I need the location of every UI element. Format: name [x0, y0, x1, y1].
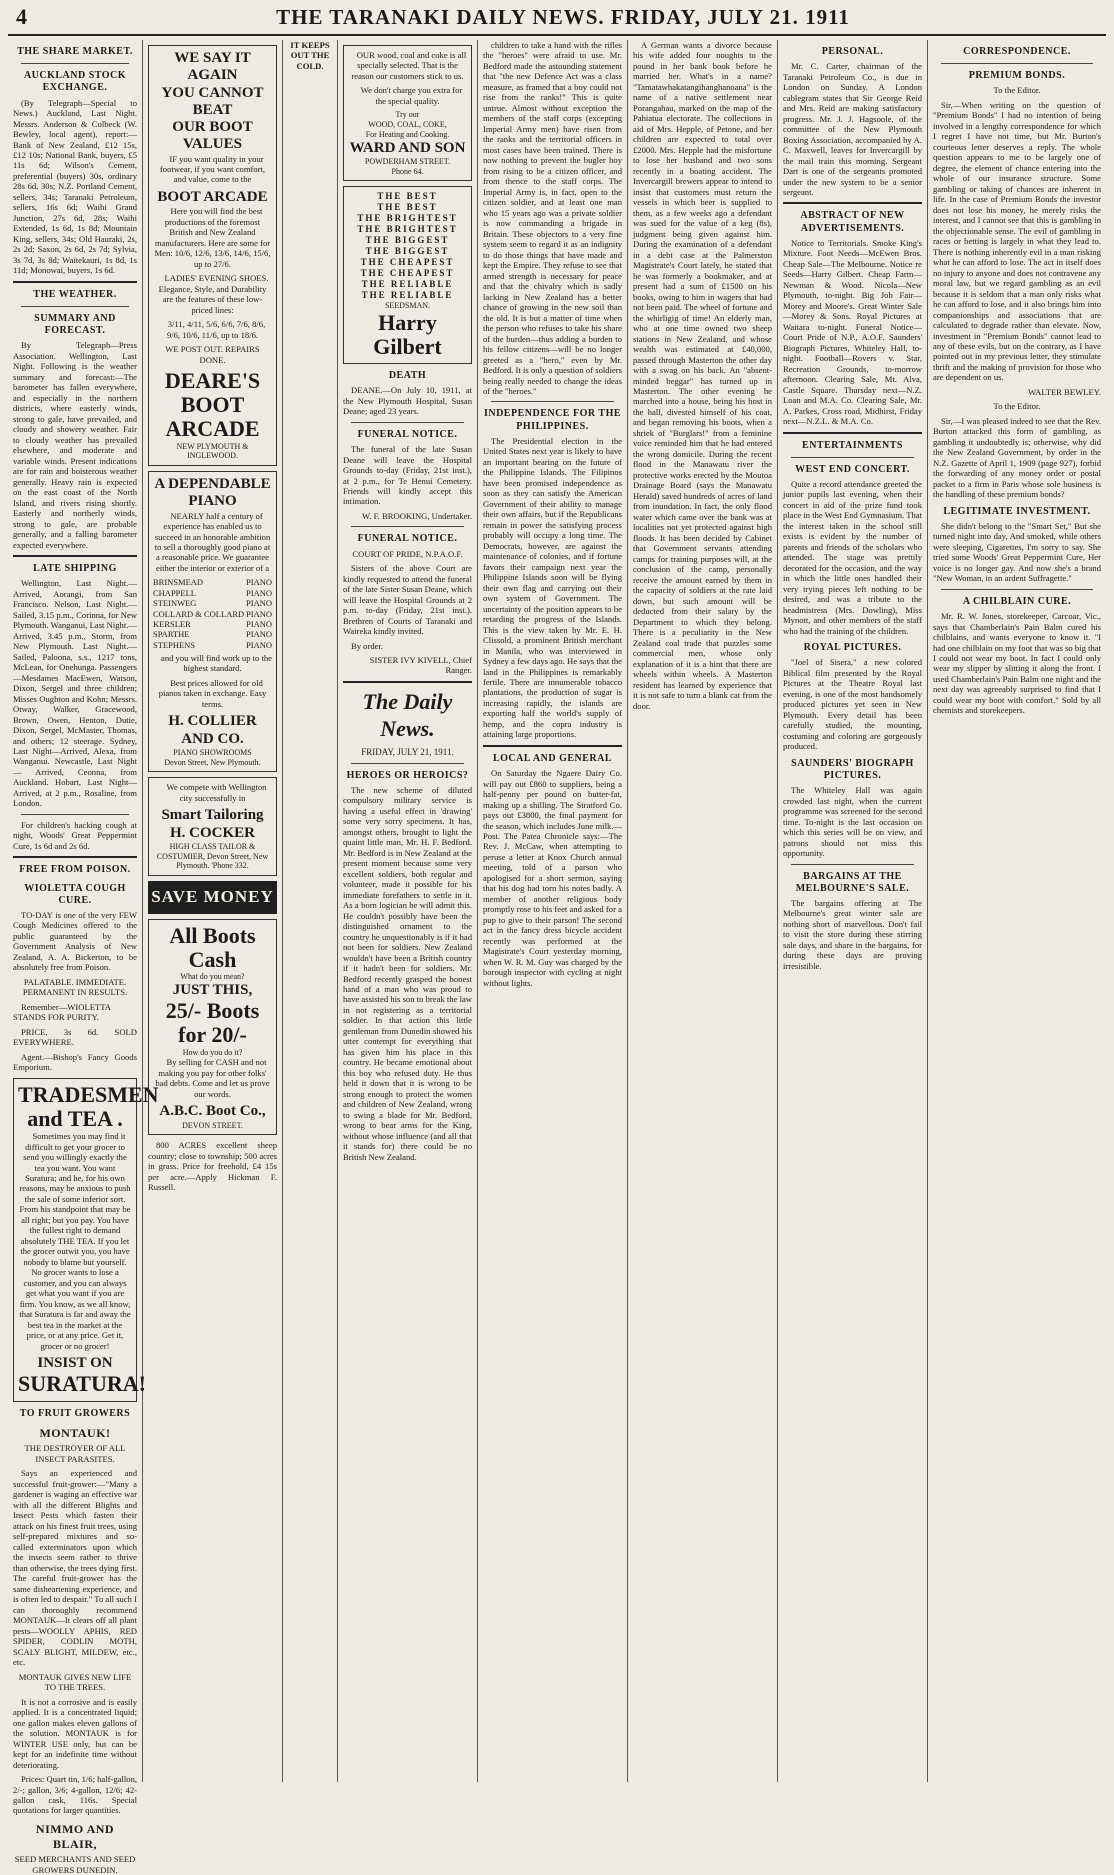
- deares-sub: NEW PLYMOUTH & INGLEWOOD.: [176, 441, 249, 461]
- collier-label: H. COLLIER AND CO.: [168, 713, 257, 747]
- local-continued: A German wants a divorce because his wife added four noughts to the pound in her bank book before he married her. What's in a name? "Tamatawhakatangihanghanoana" is the name of a native settlement near Porangahau, marked on the map of the Pahiatua electorate. The collections in aid of Mrs. Hepple, of Petone, and her children are expected to total over £2000. Mrs. Hepple had the misfortune to lose her husband and two sons recently in a boating accident. The Invercargill brewers appear to intend to insist that customers must return the vessels in which beer is supplied to them, as a few weeks ago a defendant was sued for the value of a keg (8s), judgment being given against him. During the examination of a defendant in a debt case at the Palmerston Magistrate's Court lately, he stated that he was formerly a bookmaker, and at present had a sum of £1500 on his books, owing to him in wagers that had not been paid. The wheel of fortune and the whirligig of time! An elderly man, who at one time owned two sheep stations in New Zealand, and whose wealth was estimated at £40,000, passed through Masterton the other day with a swag on his back. An "absent-minded beggar" has turned up in Masterton. The other evening he marched into a house, being his host in the hall, divested himself of his coat, and began removing his boots, when a shriek of "Burglars!" from a feminine voice reminded him that he had entered the wrong domicile. During the recent flood in the Manawatu river the protective works erected by the Moutoa Drainage Board (says the Manawatu Herald) saved hundreds of acres of land from inundation. In fact, the only flood water which came over the bank was at localities not yet protected against high floods. It has been decided by Cabinet that Government servants attending camps for training purposes will, at the conclusion of the camp, personally receive the amount earned by them in the capacity of soldiers at the rate laid down, but such amount will be deducted from their salary by the Department to which they belong. There is a peculiarity in the New Zealand coal trade that puzzles some commercial men, whose only explanation of it is a hint that there are wheels within wheels. A Masterton resident has learned by experience that it is not safe to turn a blank cat from the door.: [633, 40, 772, 711]
- compete-text: We compete with Wellington city successfully in: [166, 782, 267, 803]
- funeral-heading: FUNERAL NOTICE.: [357, 428, 458, 440]
- weather-subheading: SUMMARY AND FORECAST.: [34, 312, 116, 337]
- to-editor: To the Editor.: [993, 85, 1041, 96]
- funeral2-heading: FUNERAL NOTICE.: [357, 533, 458, 545]
- montauk-text: Says an experienced and successful fruit-grower:—"Many a gardener is waging an effective war with all the different Blights and Insect Pests which fasten their attack on his finest fruit trees, using self-prepared mixtures and so-called exterminators upon which the insects seem rather to thrive than otherwise, the trees dying first. The careful fruit-grower has the same disheartening experience, and is often led to despair." To all such I can thoroughly recommend MONTAUK—It clears off all plant pests—WOOLLY APHIS, RED SPIDER, CODLIN MOTH, SCALY BLIGHT, MILDEW, etc., etc.: [13, 1468, 137, 1668]
- piano-row: SPARTHE PIANO: [153, 629, 272, 640]
- shipping-heading: LATE SHIPPING: [33, 563, 117, 575]
- funeral2-text: Sisters of the above Court are kindly requested to attend the funeral of the late Sister Susan Deane, which will leave the Hospital Grounds at 2 p.m. to-day (Friday, 21st inst.). Brethren of Courts of Taranaki and Waireka kindly invited.: [343, 563, 472, 637]
- piano-find: and you will find work up to the highest standard.: [161, 652, 272, 674]
- saunders-heading: SAUNDERS' BIOGRAPH PICTURES.: [791, 757, 914, 781]
- powderham: POWDERHAM STREET.: [364, 156, 451, 166]
- column-5: [478, 40, 628, 1782]
- montauk-sub: THE DESTROYER OF ALL INSECT PARASITES.: [24, 1443, 126, 1464]
- wood-text: OUR wood, coal and coke is all specially selected. That is the reason our customers stick to us.: [351, 50, 467, 81]
- seedsman: SEEDSMAN.: [384, 301, 431, 311]
- price-25: 25/- Boots for 20/-: [165, 998, 260, 1048]
- abc-boot-ad: [148, 919, 277, 1135]
- suratura-ad: [13, 1078, 159, 1402]
- court-label: COURT OF PRIDE, N.P.A.O.F.: [352, 548, 463, 559]
- piano-list: [153, 577, 272, 650]
- saunders-text: The Whiteley Hall was again crowded last night, when the current programme was screened for the second time. To-night is the last occasion on which this series will be on view, and patrons should not miss this opportunity.: [783, 785, 922, 859]
- devon-label: Devon Street, New Plymouth.: [164, 757, 261, 767]
- royal-heading: ROYAL PICTURES.: [803, 642, 902, 654]
- ward-ad: [343, 45, 472, 181]
- nimmo-heading: NIMMO AND BLAIR,: [35, 1821, 115, 1851]
- personal-text: Mr. C. Carter, chairman of the Taranaki Petroleum Co., is due in London on Sunday. A London cablegram states that Sir George Reid and Mrs. Reid are making satisfactory progress. Mr. J. J. Hagsoole, of the committee of the New Plymouth Boxing Association, accompanied by A. C. Maxwell, leaves for Invercargill by the mail train this morning. Sergeant Dart is one of the sergeants promoted under the new system to be a senior sergeant.: [783, 61, 922, 197]
- montauk-heading: MONTAUK!: [39, 1425, 111, 1440]
- devon2-label: DEVON STREET.: [182, 1120, 243, 1130]
- ladies-text: LADIES' EVENING SHOES. Elegance, Style, and Durability are the features of these low-priced lines:: [158, 273, 269, 315]
- how-do: How do you do it?: [182, 1047, 243, 1057]
- letter-1: Sir,—When writing on the question of "Premium Bonds" I had no intention of being involved in a lengthy correspondence for which I regret I have not time, but Mr. Burton's courteous letter deserves a reply. The whole question appears to me to be largely one of degree, the element of chance entering into the whole of our insurance structure. Some gambling or taking of chances are inherent in life. In the case of Premium Bonds the investor does not lose his money, he merely risks the interest, and I cannot see that this is gambling in the objectionable sense. The evil of gambling in races or betting is largely in what they lead to. There is nothing inherently evil in a man risking what he can afford to lose. The act in itself does no injury to anyone and does not contravene any moral law, but we regard gambling as an evil because it is seldom that a man only risks what he can afford to lose, and it also brings him into companionships and associations that are calculated to degrade rather than elevate. Now, investment in "Premium Bonds" cannot lead to any of these evils, but on the contrary, as I have pointed out in my previous letter, they stimulate thrift and the making of provision for those who are dependent on us.: [933, 99, 1101, 383]
- column-7: [778, 40, 928, 1782]
- daily-news-logo: The Daily News.: [362, 688, 453, 741]
- it-keeps-label: IT KEEPS OUT THE COLD.: [290, 40, 330, 71]
- bonds-heading: PREMIUM BONDS.: [968, 70, 1066, 82]
- piano-text: NEARLY half a century of experience has enabled us to succeed in an honorable ambition to sell a thoroughly good piano at a reasonable price. We guarantee either the interior or exterior of a: [154, 510, 271, 573]
- ward-label: WARD AND SON: [349, 139, 466, 156]
- wioletta-palatable: PALATABLE. IMMEDIATE. PERMANENT IN RESULTS.: [22, 976, 128, 998]
- chilblain-heading: A CHILBLAIN CURE.: [962, 595, 1072, 607]
- to-editor-2: To the Editor.: [993, 401, 1041, 412]
- cocker-sub: HIGH CLASS TAILOR & COSTUMIER, Devon Street, New Plymouth. 'Phone 332.: [156, 841, 269, 871]
- column-1: [8, 40, 159, 1875]
- wood-coal: WOOD, COAL, COKE,: [368, 120, 447, 130]
- boot-values-ad: [148, 45, 277, 466]
- best-prices: Best prices allowed for old pianos taken in exchange. Easy terms.: [158, 677, 267, 709]
- no-charge: We don't charge you extra for the special quality.: [360, 85, 463, 106]
- piano-row: BRINSMEAD PIANO: [153, 577, 272, 588]
- legit-text: She didn't belong to the "Smart Set," But she turned night into day, And smoked, while others were sleeping, Cigarettes, I'm sorry to say. She tried some Woods' Great Peppermint Cure, Her voice is no longer gay. And now she's a brand "New Woman, in an ardent Suffragette.": [933, 520, 1101, 584]
- montauk-gives: MONTAUK GIVES NEW LIFE TO THE TREES.: [18, 1671, 132, 1693]
- cocker-label: H. COCKER: [169, 824, 255, 841]
- dateline: FRIDAY, JULY 21, 1911.: [361, 746, 454, 757]
- piano-row: STEINWEG PIANO: [153, 598, 272, 609]
- abstract-text: Notice to Territorials. Smoke King's Mixture. Foot Needs—McEwen Bros. Cheap Sale—The Melbourne. Notice re Seeds—Harry Gilbert. Cheap Farm—Newman & Wood. Nicola—New Plymouth, to-night. Big Job Fair—Morey and Moore's. Great Winter Sale—Morey & Sons. Royal Pictures at Waitara to-night. Funeral Notice—Court Pride of N.P., A.O.F. Saunders' Biograph Pictures, Whiteley Hall, to-night. Football—Rovers v. Star, Recreation Grounds, to-morrow afternoon. Clearing Sale, Mt. Alva, Castle Square. Thursday next—N.Z. Loan and M.A. Co. Clearing Sale, Mr. A. Parkes, Cross road, Midhirst, Friday next—N.Z.L. & M.A. Co.: [783, 237, 922, 427]
- showrooms-label: PIANO SHOWROOMS: [173, 747, 252, 757]
- poison-heading: FREE FROM POISON.: [19, 864, 131, 876]
- piano-row: KERSLER PIANO: [153, 618, 272, 629]
- tailoring-ad: [148, 777, 277, 876]
- sister: SISTER IVY KIVELL, Chief Ranger.: [369, 655, 472, 676]
- harry-gilbert: Harry Gilbert: [373, 309, 442, 360]
- phone: Phone 64.: [391, 166, 424, 176]
- philippines-text: The Presidential election in the United States next year is likely to have an important bearing on the future of the Philippine Islands. The Filipinos have been promised independence as soon as they can satisfy the American Government of their ability to manage their own affairs, but if the Republicans remain in power the satisfying process probably will occupy a long time. The Democrats, however, are against the maintenance of colonies, and if fortune favors their campaign next year the Philippine Islands soon will be flying their own flag and carrying out their own system of Government. The uncertainty of the position appears to be retarding the progress of the Islands. This is the view taken by Mr. E. H. Clissold, a prominent British merchant in Manila, who was interviewed in Sydney a few days ago. He says that the land in the Philippines is remarkably fertile. There are innumerable tobacco plantations, the production of sugar is increasing rapidly, the islands are exporting half the world's supply of hemp, and the copra industry is attaining large proportions.: [483, 435, 622, 740]
- funeral-text: The funeral of the late Susan Deane will leave the Hospital Grounds to-day (Friday, 21st inst.), at 2 p.m., for Te Henui Cemetery. Friends will kindly accept this intimation.: [343, 444, 472, 507]
- acres-text: 800 ACRES excellent sheep country; close to township; 500 acres in grass. Price for freehold, £4 15s per acre.—Apply Hickman F. Russell.: [148, 1140, 277, 1193]
- death-heading: DEATH: [388, 370, 427, 382]
- masthead: [8, 0, 1106, 36]
- page-title: THE TARANAKI DAILY NEWS. FRIDAY, JULY 21. 1911: [276, 4, 850, 29]
- say-it-again: WE SAY IT AGAIN: [174, 50, 251, 84]
- montauk-prices: Prices: Quart tin, 1/6; half-gallon, 2/-; gallon, 3/6; 4-gallon, 12/6; 42-gallon cask, 116s. Special quotations for larger quantities.: [13, 1774, 137, 1816]
- weather-heading: THE WEATHER.: [33, 288, 117, 300]
- west-end-heading: WEST END CONCERT.: [795, 463, 910, 475]
- bargains-heading: BARGAINS AT THE MELBOURNE'S SALE.: [795, 870, 910, 894]
- quality-text: IF you want quality in your footwear, if you want comfort, and value, come to the: [159, 153, 266, 185]
- by-order: By order.: [351, 640, 383, 651]
- children-cough-text: For children's hacking cough at night, Woods' Great Peppermint Cure, 1s 6d and 2s 6d.: [13, 819, 137, 851]
- post-out: WE POST OUT. REPAIRS DONE.: [165, 344, 260, 365]
- column-6: [628, 40, 778, 1782]
- all-boots-cash: All Boots Cash: [169, 922, 256, 973]
- piano-row: COLLARD & COLLARD PIANO: [153, 608, 272, 619]
- entertainments-heading: ENTERTAINMENTS: [802, 439, 903, 451]
- wioletta-price: PRICE, 3s 6d. SOLD EVERYWHERE.: [13, 1026, 137, 1048]
- shipping-text: Wellington, Last Night.—Arrived, Aorangi, from San Francisco. Nelson, Last Night.—Sailed, 3.15 p.m., Corinna, for New Plymouth. Wanganui, Last Night.—Arrived, 3.45 p.m., Storm, from New Plymouth. Last Night.—Sailed, Paloona, s.s., 1217 tons, McLean, for Onehunga. Passengers—Mesdames MacEwen, Watson, Dixon, Sergel and three children; Misses Oughton and Kohn; Messrs. Otway, Walker, Gracewood, Brown, Owen, Henton, Dutie, Dixon, Sergel, McMaster, Thomas, and others; 12 steerage. Sydney, Last Night—Arrived, Alexa, from Wanganui. Newcastle, Last Night — Arrived, Ceonna, from Auckland. Hobart, Last Night—Arrived, at 2 p.m., Rosaline, from London.: [13, 578, 137, 809]
- gilbert-ad: THE BEST THE BEST THE BRIGHTEST THE BRIGHTEST THE BIGGEST THE BIGGEST THE CHEAPEST THE CHEAPEST THE RELIABLE THE RELIABLE SEEDSMAN. Harry Gilbert: [343, 186, 472, 364]
- column-8: [928, 40, 1106, 1782]
- just-this: JUST THIS,: [172, 981, 253, 998]
- heroes-continued: children to take a hand with the rifles the "heroes" were afraid to use. Mr. Bedford made the astounding statement that "the new Defence Act was a class measure, as framed that a boy could not rise from the ranks!" This is quite untrue. Almost without exception the members of the staff corps (excepting Imperial Army men) have risen from the ranks and the territorial officers in most cases have been trained. There is now nothing to prevent the bugler boy from rising to be a citizen officer, and from thence to the staff corps. The Imperial Army is, in fact, open to the citizen soldier, and at least one man who 15 years ago was a private soldier is now commanding a brigade in Britain. These objectors to a very fine system seem to regard it as an indignity to do those things that have made and kept the Empire. They refuse to see that armed strength is necessary for peace and that the chivalry which is sadly lacking in New Zealand has a better chance of growing in the new soil than the old. It is but a matter of time when the person who refuses to take his share of the burden—thus adding a burden to his fellow citizens—will be no longer greeted as a "hero," even by Mr. Bedford. It is only a question of soldiers being really needed to change the ideas of the "heroes.": [483, 40, 622, 396]
- smart-tailoring: Smart Tailoring: [161, 807, 264, 824]
- philippines-heading: INDEPENDENCE FOR THE PHILIPPINES.: [483, 408, 622, 432]
- share-heading: THE SHARE MARKET.: [17, 46, 133, 57]
- boot-values: OUR BOOT VALUES: [172, 119, 253, 153]
- piano-row: STEPHENS PIANO: [153, 639, 272, 650]
- letter-2: Sir,—I was pleased indeed to see that the Rev. Burton attacked this form of gambling, as gambling it undoubtedly is; otherwise, why did the New Zealand Government, by order in the N.Z. Gazette of April 1, 1909 (page 927), forbid the forwarding of any money order or postal packet to a firm in Paris whose sole business is the handling of these premium bonds?: [933, 415, 1101, 500]
- share-subheading: AUCKLAND STOCK EXCHANGE.: [23, 70, 127, 94]
- abstract-heading: ABSTRACT OF NEW ADVERTISEMENTS.: [800, 210, 905, 234]
- wioletta-heading: WIOLETTA COUGH CURE.: [24, 882, 126, 906]
- save-money-banner: SAVE MONEY: [148, 881, 277, 914]
- chilblain-text: Mr. R. W. Jones, storekeeper, Carcoar, Vic., says that Chamberlain's Pain Balm cured his chilblains, and wants everyone to know it. "I had one chilblain on my foot that was so big that I could not wear my boot. In fact I could only wear my slipper by slitting it along the front. I used Chamberlain's Pain Balm one night and the next day was agreeably surprised to find that I could wear my boot with comfort." Sold by all chemists and storekeepers.: [933, 611, 1101, 716]
- montauk-text2: It is not a corrosive and is easily applied. It is a concentrated liquid; one gallon makes eleven gallons of the solution. MONTAUK is for WINTER USE only, but can be kept for an indefinite time without deteriorating.: [13, 1696, 137, 1770]
- brooking: W. F. BROOKING, Undertaker.: [362, 510, 472, 521]
- columns: [8, 40, 1106, 1875]
- what-mean: What do you mean?: [180, 972, 245, 982]
- royal-text: "Joel of Sisera," a new colored Biblical film presented by the Royal Pictures at the Theatre Royal last evening, is one of the most handsomely produced pictures yet seen in New Plymouth. Every detail has been carefully studied, the mounting, costuming and coloring are gorgeously produced.: [783, 657, 922, 752]
- heroes-text: The new scheme of diluted compulsory military service is having a useful effect in 'drawing' some very sorry specimens. It has, amongst others, brought to light the quaint little man, Mr. H. F. Bedford. Mr. Bedford is in New Zealand at the present moment because some very excellent soldiers, both regular and volunteer, made it possible for his immediate forefathers to settle in it. As a born logician he will admit this. He couldn't possibly have been the distinguished ornament to the country he unquestionably is if it had not been for soldiers. New Zealand wouldn't have been a British country if it hadn't been for soldiers. Mr. Bedford recently grasped the honest hand of a man who was proud to have assisted his son to break the law in not registering as a territorial soldier. In that action this little gentleman from Dunedin showed his utter contempt for everything that has given him his place in this country. He became emotional about this boy who refused duty. He thus held it down that it is wrong to be strong enough to protect the women and children of New Zealand, wrong to swing a blade for Mr. Bedford, wrong to bear arms for the King, without whose influence (and all that it stands for) there could be no British New Zealand.: [343, 784, 472, 1162]
- personal-heading: PERSONAL.: [821, 46, 884, 57]
- column-3: [283, 40, 338, 1782]
- weather-text: By Telegraph—Press Association. Wellington, Last Night. Following is the weather summary and forecast:—The barometer has fallen everywhere, and especially in the northern districts, where easterly winds, strong to gale, have prevailed, and cloudy and showery weather. Fair to cloudy weather has prevailed elsewhere, and moderate and variable winds. Present indications are for rain and boisterous weather generally. Heavy rain is expected on the east coast of the North Island, and rivers rising shortly. Easterly and northerly winds, strong to gale, are probable generally, and a falling barometer expected everywhere.: [13, 340, 137, 550]
- bargains-text: The bargains offering at The Melbourne's great winter sale are nothing short of marvellous. Don't fail to visit the store during these stirring sale days, and share in the bargains, for during these days are proving irresistible.: [783, 897, 922, 971]
- tradesmen-text: Sometimes you may find it difficult to get your grocer to send you willingly exactly the tea you want. You want Suratura; and he, for his own reasons, may be anxious to push the sale of some inferior sort. From his standpoint that may be all right; but you pay. You have the fullest right to demand absolutely THE TEA. If you let the grocer outwit you, you have nobody to blame but yourself. No grocer wants to lose a customer, and you can always get what you want if you are firm. You know, as we all know, that Suratura is far and away the best tea in the market at the price, or at any price. Get it, grocer or no grocer!: [19, 1131, 131, 1351]
- piano-row: CHAPPELL PIANO: [153, 587, 272, 598]
- abc-label: A.B.C. Boot Co.,: [159, 1103, 266, 1120]
- suratura-label: SURATURA!: [18, 1371, 146, 1397]
- west-end-text: Quite a record attendance greeted the junior pupils last evening, when their concert in aid of the prize fund took place in the West End Gymnasium. That the interest taken in the school still exists is evident by the number of parents and friends of the scholars who attended. The stage was prettily decorated for the occasion, and the way in which the little ones handled their very trying pieces left nothing to be desired, and was a tribute to the headmistress (Mrs. Dowling), Miss Mynott, and other members of the staff who had the training of the children.: [783, 478, 922, 636]
- insist-label: INSIST ON: [37, 1355, 113, 1372]
- heroes-heading: HEROES OR HEROICS?: [346, 769, 469, 781]
- page-number: 4: [16, 4, 28, 29]
- by-selling: By selling for CASH and not making you pay for other folks' bad debts. Come and let us prove our words.: [155, 1057, 270, 1099]
- local-text: On Saturday the Ngaere Dairy Co. will pay out £860 to suppliers, being a half-penny per pound on butter-fat, making up a shilling. The Stratford Co. pays out £3800, the final payment for the season, which includes June milk.—Post. The Patea Chronicle says:—The Rev. J. McCaw, when attempting to peruse a letter at Knox Church annual meeting, told of a parson who apologised for a short sermon, saying that his dog had torn his notes badly. A member of another religious body promptly rose to his feet and asked for a pup to give to their parson! The second act in the fancy dress bicycle accident recently was performed at the Magistrate's Court yesterday morning, when W. R. M. Guy was charged by the borough inspector with cycling at night without lights.: [483, 768, 622, 988]
- try-our: Try our: [395, 110, 420, 120]
- wioletta-agent: Agent.—Bishop's Fancy Goods Emporium.: [13, 1051, 137, 1073]
- nimmo-sub: SEED MERCHANTS AND SEED GROWERS DUNEDIN.: [14, 1854, 136, 1875]
- bewley-signature: WALTER BEWLEY.: [1027, 386, 1101, 397]
- wioletta-remember: Remember—WIOLETTA STANDS FOR PURITY.: [13, 1001, 111, 1023]
- boot-arcade-label: BOOT ARCADE: [157, 188, 268, 205]
- ladies-prices: 3/11, 4/11, 5/6, 6/6, 7/6, 8/6, 9/6, 10/6, 11/6, up to 18/6.: [166, 319, 266, 340]
- deares-label: DEARE'S BOOT ARCADE: [164, 367, 261, 442]
- local-heading: LOCAL AND GENERAL: [492, 752, 613, 764]
- death-text: DEANE.—On July 10, 1911, at the New Plymouth Hospital, Susan Deane; aged 23 years.: [343, 385, 472, 417]
- arcade-text: Here you will find the best productions of the foremost British and New Zealand manufacturers. Here are some for Men: 10/6, 12/6, 13/6, 14/6, 15/6, up to 27/6.: [154, 206, 271, 269]
- legit-heading: LEGITIMATE INVESTMENT.: [943, 505, 1091, 517]
- share-text: (By Telegraph—Special to News.) Auckland, Last Night. Messrs. Anderson & Colbeck (W. Bewley, local agent), report:—Bank of New Zealand, £12 15s, £12 10s; National Bank, buyers, £5 11s 6d; Wilson's Cement, preferential (buyers) 30s, ordinary 28s 6d, 30s; N.Z. Portland Cement, sellers, 34s; Taranaki Petroleum, sellers, 16s 6d; Waihi Grand Junction, 27s 6d, 28s; Waihi Extended, 1s 6d, 1s 8d; Mountain King, sellers, 34s; Old Hauraki, 2s, 2s 2d; Saxon, 2s 6d, 2s 7d; Sylvia, 3s 7d, 3s 8d; Waitekauri, 1s 8d, 1s 11d; Monowai, buyers, 1s 6d.: [13, 97, 137, 276]
- column-2: [143, 40, 283, 1782]
- correspondence-heading: CORRESPONDENCE.: [963, 46, 1071, 57]
- piano-heading: A DEPENDABLE PIANO: [154, 476, 271, 510]
- heating: For Heating and Cooking.: [365, 129, 450, 139]
- column-4: [338, 40, 478, 1782]
- piano-ad: [148, 471, 277, 772]
- wioletta-text: TO-DAY is one of the very FEW Cough Medicines offered to the public guaranteed by the Government Analysis of New Zealand, A. A. Bickerton, to be absolutely free from Poison.: [13, 909, 137, 973]
- growers-heading: TO FRUIT GROWERS: [19, 1407, 131, 1419]
- cannot-beat: YOU CANNOT BEAT: [161, 84, 264, 118]
- tradesmen-heading: TRADESMEN and TEA .: [18, 1081, 159, 1131]
